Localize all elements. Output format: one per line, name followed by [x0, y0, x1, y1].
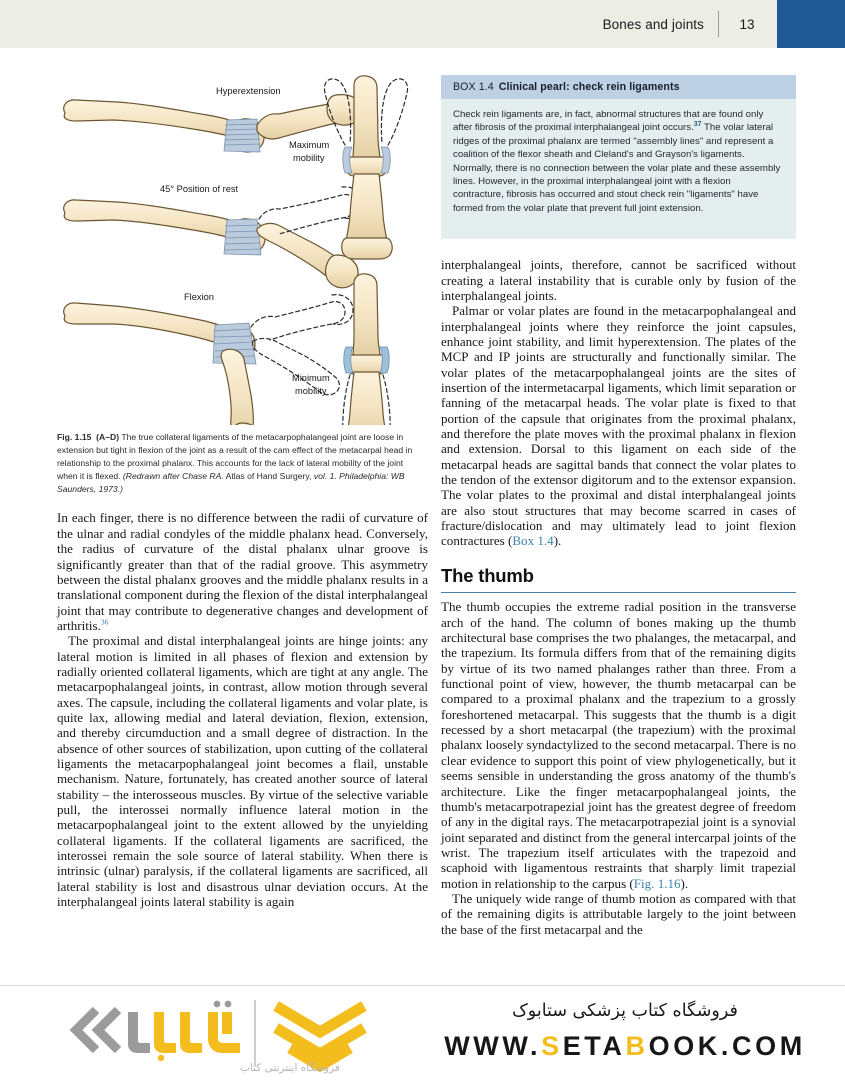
- figure-caption-panels: (A–D): [96, 432, 120, 442]
- footer-url-ook: OOK.COM: [648, 1031, 806, 1061]
- figure-illustration: [57, 75, 428, 425]
- logo-persian-wordmark: [128, 1001, 240, 1062]
- page-running-title: Bones and joints: [602, 16, 704, 32]
- label-position-of-rest: 45° Position of rest: [160, 184, 239, 194]
- label-hyperextension: Hyperextension: [216, 86, 281, 96]
- triple-chevron-down-icon: [276, 1006, 364, 1066]
- panel-d-minimum-mobility: [292, 274, 392, 425]
- left-column: [57, 75, 428, 909]
- panel-b-position-of-rest: [64, 184, 365, 288]
- label-maximum-mobility-1: Maximum: [289, 140, 330, 150]
- box-1-4-header: [441, 75, 796, 99]
- label-maximum-mobility-2: mobility: [293, 153, 325, 163]
- figure-caption: [57, 431, 425, 496]
- logo-subtitle: فروشگاه اینترنتی کتاب: [240, 1062, 340, 1074]
- left-paragraph-1-text: In each finger, there is no difference between the radii of curvature of the ulnar and radial condyles of the middle phalanx head. Conversely, the radius of curvature of the distal phalanx ulnar groove is significantly greater than that of the radial groove. This asymmetry between the distal phalanx grooves and the middle phalanx results in a translational component during the flexion of the distal interphalangeal joint that may contribute to degenerative changes and development of arthritis.: [57, 510, 429, 633]
- right-column: [441, 75, 796, 937]
- header-inner: [603, 0, 775, 48]
- left-paragraph-1: [57, 510, 428, 633]
- right-paragraph-3-tail: ).: [680, 875, 689, 891]
- footnote-ref-36: 36: [100, 617, 109, 627]
- figure-caption-text: The true collateral ligaments of the metacarpophalangeal joint are loose in extension but tight in flexion of the joint as a result of the cam effect of the metacarpal head in relationship to the proximal phalanx. This accounts for the lack of lateral mobility of the joint when it is flexed.: [57, 432, 413, 482]
- footer-url-www: WWW.: [444, 1031, 542, 1061]
- box-1-4: [441, 75, 796, 239]
- figure-caption-number: Fig. 1.15: [57, 432, 92, 442]
- figure-1-15: [57, 75, 428, 496]
- figure-caption-source-3: vol. 1. Philadelphia: WB Saunders, 1973.): [57, 471, 405, 495]
- section-heading-rule: [441, 592, 796, 594]
- box-footnote-ref-37: 37: [693, 121, 702, 129]
- right-column-body-2: [441, 599, 796, 937]
- box-body-part-1: Check rein ligaments are, in fact, abnormal structures that are found only after fibrosis of the proximal interphalangeal joint occurs.: [453, 109, 764, 134]
- footer-brand-block: [435, 998, 815, 1062]
- collateral-ligament-a: [224, 119, 260, 152]
- panel-c-flexion: [64, 292, 353, 425]
- right-paragraph-3-text: The thumb occupies the extreme radial position in the transverse arch of the hand. The column of bones making up the thumb architectural base comprises the two phalanges, the metacarpal, and the trapezium. Its formula differs from that of the remaining digits by virtue of its two named phalanges rather than three. From a functional point of view, however, the thumb metacarpal can be compared to a proximal phalanx and the trapezium to a grossly foreshortened metacarpal. This suggests that the thumb is a digit recessed by a short metacarpal (the trapezium) with the proximal phalanx loosely syndactylized to the second metacarpal. There is no clear evidence to support this point of view phylogenetically, but it seems sensible in understanding the gross anatomy of the thumb's architecture. Like the finger metacarpophalangeal joints, the thumb's metacarpotrapezial joint has the greatest degree of freedom of any in the digital rays. The metacarpotrapezial joint is a synovial joint separated and distinct from the general intercarpal joints of the wrist. The trapezium itself articulates with the trapezoid and scaphoid with ligamentous restraints that sharply limit trapezial motion in relationship to the carpus (: [441, 599, 796, 891]
- section-heading-the-thumb: The thumb: [441, 564, 534, 586]
- double-chevron-icon: [76, 1010, 118, 1050]
- figure-caption-source-2: Atlas of Hand Surgery,: [223, 471, 314, 482]
- footer-url[interactable]: [435, 1031, 815, 1062]
- footer-url-s: S: [541, 1031, 563, 1061]
- page-header: [0, 0, 845, 48]
- right-paragraph-2-tail: ).: [553, 533, 562, 549]
- box-title: Clinical pearl: check rein ligaments: [498, 81, 680, 93]
- footer-persian-text: فروشگاه کتاب پزشکی ستابوک: [512, 1001, 738, 1021]
- footer-url-b: B: [625, 1031, 649, 1061]
- collateral-ligament-b: [224, 219, 261, 255]
- right-paragraph-2: [441, 303, 796, 549]
- right-paragraph-1: interphalangeal joints, therefore, cannot be sacrificed without creating a lateral instability that is curable only by fusion of the interphalangeal joints.: [441, 257, 796, 303]
- right-paragraph-2-text: Palmar or volar plates are found in the metacarpophalangeal and interphalangeal joints where they reinforce the joint capsules, enhance joint stability, and limit hyperextension. The plates of the MCP and IP joints are structurally and functionally similar. The volar plates of the metacarpophalangeal joints are the sites of insertion of the intermetacarpal ligaments, which limit separation or fanning of the metacarpal heads. The volar plate is fixed to that portion of the capsule that originates from the proximal phalanx, and therefore the plate moves with the proximal phalanx in flexion and extension. Dorsal to this ligament on each side of the metacarpal heads are sagittal bands that connect the volar plates to the tendon of the extensor digitorum and to the extensor expansion. The volar plates to the proximal and distal interphalangeal joints are also stout structures that may become scarred in cases of fracture/dislocation and may ultimately lead to joint flexion contractures (: [441, 303, 796, 549]
- box-body-part-2: The volar lateral ridges of the proximal phalanx are termed "assembly lines" and represent a coalition of the flexor sheath and Cleland's and Grayson's ligaments. Normally, there is no connection between the volar plate and these assembly lines. However, in the proximal interphalangeal joint with a flexion contracture, fibrosis has occurred and stout check rein "ligaments" have formed from the volar plate that prevent full joint extension.: [453, 122, 781, 214]
- label-minimum-mobility-1: Minimum: [292, 373, 330, 383]
- cross-reference-fig-1-16[interactable]: Fig. 1.16: [633, 875, 681, 891]
- right-column-body: [441, 257, 796, 549]
- footer-watermark: [0, 985, 845, 1080]
- panel-d-maximum-mobility: [289, 76, 408, 259]
- right-paragraph-3: [441, 599, 796, 891]
- header-accent-block: [777, 0, 845, 48]
- right-paragraph-4: The uniquely wide range of thumb motion as compared with that of the remaining digits is attributable largely to the joint between the base of the first metacarpal and the: [441, 890, 796, 937]
- left-paragraph-2: The proximal and distal interphalangeal joints are hinge joints: any lateral motion is limited in all phases of flexion and extension by radially oriented collateral ligaments, which are tight at any angle. The metacarpophalangeal joints, in contrast, allow motion through several axes. The capsule, including the collateral ligaments and volar plate, is quite lax, allowing medial and lateral deviation, flexion, extension, and thereby circumduction and a small degree of distraction. In the absence of other sources of stabilization, upon cutting of the collateral ligaments the metacarpophalangeal joint becomes a flail, unstable mechanism. Nature, fortunately, has created another source of lateral stability – the interosseous muscles. By virtue of the selective variable pull, the interossei normally influence lateral motion in the metacarpophalangeal joint to the extent allowed by the unyielding collateral ligaments. If the collateral ligaments are sacrificed, the interossei remain the sole source of lateral stability. When there is intrinsic (ulnar) paralysis, if the collateral ligaments are sacrificed, all lateral stability is lost and disastrous ulnar deviation occurs. At the interphalangeal joints lateral stability is again: [57, 633, 428, 910]
- box-number: BOX 1.4: [453, 81, 494, 93]
- left-column-body: [57, 510, 428, 909]
- label-minimum-mobility-2: mobility: [295, 386, 327, 396]
- box-1-4-body: [441, 99, 796, 239]
- setabook-logo: [62, 992, 392, 1074]
- figure-caption-source-1: (Redrawn after Chase RA.: [122, 471, 224, 482]
- page-number: 13: [739, 16, 755, 32]
- footer-url-eta: ETA: [562, 1031, 626, 1061]
- cross-reference-box-1-4[interactable]: Box 1.4: [512, 533, 554, 549]
- label-flexion: Flexion: [184, 292, 214, 302]
